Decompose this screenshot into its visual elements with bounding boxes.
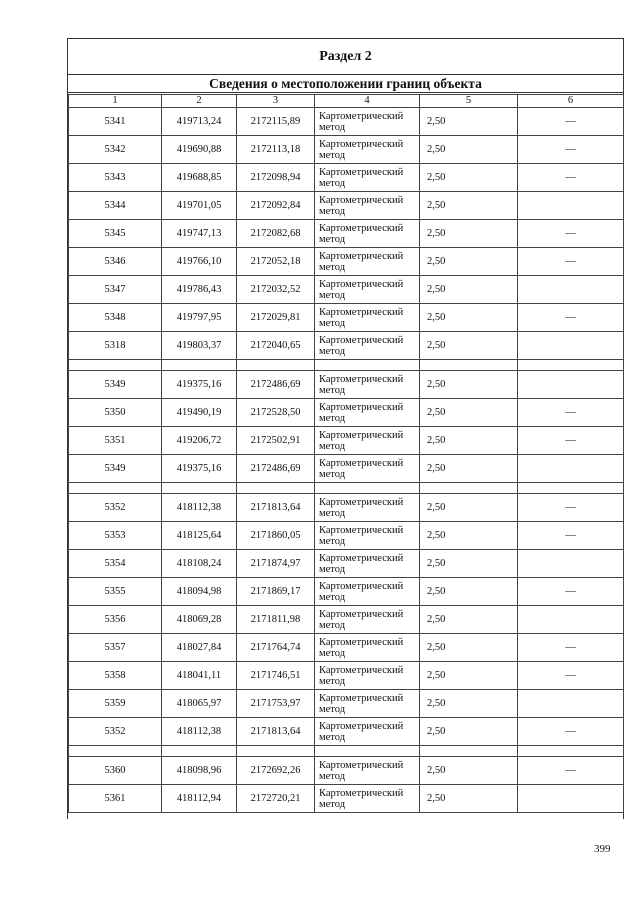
point-number-cell: 5346: [69, 248, 162, 276]
group-separator-row: [69, 746, 624, 757]
table-row: [69, 455, 624, 483]
y-coordinate-cell: 2172486,69: [237, 371, 315, 399]
point-number-cell: 5342: [69, 136, 162, 164]
note-cell: [518, 371, 624, 399]
column-header: 4: [315, 95, 420, 108]
method-cell: Картометрический метод: [315, 192, 420, 220]
empty-cell: [518, 360, 624, 371]
table-row: [69, 164, 624, 192]
point-number-cell: 5350: [69, 399, 162, 427]
method-cell: Картометрический метод: [315, 785, 420, 813]
method-cell: Картометрический метод: [315, 634, 420, 662]
point-number-cell: 5357: [69, 634, 162, 662]
accuracy-cell: 2,50: [420, 248, 518, 276]
table-row: [69, 108, 624, 136]
x-coordinate-cell: 419206,72: [162, 427, 237, 455]
y-coordinate-cell: 2171869,17: [237, 578, 315, 606]
table-row: [69, 606, 624, 634]
column-header: 6: [518, 95, 624, 108]
accuracy-cell: 2,50: [420, 662, 518, 690]
accuracy-cell: 2,50: [420, 757, 518, 785]
y-coordinate-cell: 2171811,98: [237, 606, 315, 634]
note-cell: [518, 785, 624, 813]
empty-cell: [315, 483, 420, 494]
method-cell: Картометрический метод: [315, 248, 420, 276]
table-row: [69, 634, 624, 662]
table-row: [69, 304, 624, 332]
column-header: 2: [162, 95, 237, 108]
x-coordinate-cell: 418027,84: [162, 634, 237, 662]
point-number-cell: 5351: [69, 427, 162, 455]
note-cell: —: [518, 718, 624, 746]
table-row: [69, 550, 624, 578]
note-cell: —: [518, 522, 624, 550]
point-number-cell: 5352: [69, 718, 162, 746]
point-number-cell: 5361: [69, 785, 162, 813]
accuracy-cell: 2,50: [420, 332, 518, 360]
y-coordinate-cell: 2172115,89: [237, 108, 315, 136]
empty-cell: [518, 483, 624, 494]
empty-cell: [518, 746, 624, 757]
note-cell: [518, 550, 624, 578]
accuracy-cell: 2,50: [420, 220, 518, 248]
method-cell: Картометрический метод: [315, 550, 420, 578]
method-cell: Картометрический метод: [315, 332, 420, 360]
table-row: [69, 192, 624, 220]
page-number: 399: [594, 843, 611, 855]
accuracy-cell: 2,50: [420, 276, 518, 304]
column-header: 3: [237, 95, 315, 108]
x-coordinate-cell: 419713,24: [162, 108, 237, 136]
empty-cell: [69, 360, 162, 371]
empty-cell: [315, 360, 420, 371]
note-cell: —: [518, 304, 624, 332]
accuracy-cell: 2,50: [420, 427, 518, 455]
y-coordinate-cell: 2171813,64: [237, 718, 315, 746]
document-sheet: [67, 38, 624, 819]
empty-cell: [69, 746, 162, 757]
accuracy-cell: 2,50: [420, 136, 518, 164]
y-coordinate-cell: 2172029,81: [237, 304, 315, 332]
point-number-cell: 5354: [69, 550, 162, 578]
note-cell: —: [518, 427, 624, 455]
table-row: [69, 757, 624, 785]
table-row: [69, 494, 624, 522]
accuracy-cell: 2,50: [420, 192, 518, 220]
accuracy-cell: 2,50: [420, 718, 518, 746]
point-number-cell: 5341: [69, 108, 162, 136]
y-coordinate-cell: 2171753,97: [237, 690, 315, 718]
table-row: [69, 785, 624, 813]
table-row: [69, 522, 624, 550]
method-cell: Картометрический метод: [315, 399, 420, 427]
method-cell: Картометрический метод: [315, 427, 420, 455]
y-coordinate-cell: 2171746,51: [237, 662, 315, 690]
table-row: [69, 399, 624, 427]
y-coordinate-cell: 2172032,52: [237, 276, 315, 304]
note-cell: —: [518, 164, 624, 192]
boundary-points-table: [68, 94, 624, 813]
table-body: [69, 95, 624, 813]
point-number-cell: 5355: [69, 578, 162, 606]
method-cell: Картометрический метод: [315, 108, 420, 136]
point-number-cell: 5359: [69, 690, 162, 718]
note-cell: [518, 276, 624, 304]
table-row: [69, 220, 624, 248]
empty-cell: [162, 360, 237, 371]
method-cell: Картометрический метод: [315, 455, 420, 483]
table-row: [69, 662, 624, 690]
point-number-cell: 5352: [69, 494, 162, 522]
accuracy-cell: 2,50: [420, 785, 518, 813]
accuracy-cell: 2,50: [420, 164, 518, 192]
note-cell: [518, 606, 624, 634]
x-coordinate-cell: 418112,38: [162, 718, 237, 746]
note-cell: [518, 455, 624, 483]
table-row: [69, 248, 624, 276]
table-row: [69, 136, 624, 164]
y-coordinate-cell: 2171874,97: [237, 550, 315, 578]
x-coordinate-cell: 418112,38: [162, 494, 237, 522]
accuracy-cell: 2,50: [420, 494, 518, 522]
y-coordinate-cell: 2172486,69: [237, 455, 315, 483]
accuracy-cell: 2,50: [420, 550, 518, 578]
y-coordinate-cell: 2172692,26: [237, 757, 315, 785]
empty-cell: [162, 483, 237, 494]
x-coordinate-cell: 419786,43: [162, 276, 237, 304]
point-number-cell: 5344: [69, 192, 162, 220]
y-coordinate-cell: 2172052,18: [237, 248, 315, 276]
accuracy-cell: 2,50: [420, 399, 518, 427]
table-row: [69, 718, 624, 746]
group-separator-row: [69, 483, 624, 494]
note-cell: [518, 332, 624, 360]
x-coordinate-cell: 419688,85: [162, 164, 237, 192]
point-number-cell: 5353: [69, 522, 162, 550]
x-coordinate-cell: 418098,96: [162, 757, 237, 785]
accuracy-cell: 2,50: [420, 522, 518, 550]
y-coordinate-cell: 2172528,50: [237, 399, 315, 427]
x-coordinate-cell: 419766,10: [162, 248, 237, 276]
table-row: [69, 371, 624, 399]
accuracy-cell: 2,50: [420, 634, 518, 662]
y-coordinate-cell: 2172720,21: [237, 785, 315, 813]
y-coordinate-cell: 2171764,74: [237, 634, 315, 662]
x-coordinate-cell: 419747,13: [162, 220, 237, 248]
x-coordinate-cell: 419690,88: [162, 136, 237, 164]
x-coordinate-cell: 419803,37: [162, 332, 237, 360]
point-number-cell: 5356: [69, 606, 162, 634]
note-cell: [518, 192, 624, 220]
note-cell: —: [518, 108, 624, 136]
empty-cell: [420, 360, 518, 371]
method-cell: Картометрический метод: [315, 276, 420, 304]
method-cell: Картометрический метод: [315, 718, 420, 746]
method-cell: Картометрический метод: [315, 371, 420, 399]
table-row: [69, 690, 624, 718]
note-cell: [518, 690, 624, 718]
y-coordinate-cell: 2172082,68: [237, 220, 315, 248]
y-coordinate-cell: 2172040,65: [237, 332, 315, 360]
note-cell: —: [518, 634, 624, 662]
method-cell: Картометрический метод: [315, 522, 420, 550]
x-coordinate-cell: 418108,24: [162, 550, 237, 578]
method-cell: Картометрический метод: [315, 136, 420, 164]
x-coordinate-cell: 419797,95: [162, 304, 237, 332]
note-cell: —: [518, 399, 624, 427]
method-cell: Картометрический метод: [315, 606, 420, 634]
y-coordinate-cell: 2171813,64: [237, 494, 315, 522]
column-header: 5: [420, 95, 518, 108]
empty-cell: [237, 483, 315, 494]
point-number-cell: 5347: [69, 276, 162, 304]
x-coordinate-cell: 418094,98: [162, 578, 237, 606]
x-coordinate-cell: 419490,19: [162, 399, 237, 427]
method-cell: Картометрический метод: [315, 164, 420, 192]
x-coordinate-cell: 418069,28: [162, 606, 237, 634]
table-row: [69, 276, 624, 304]
y-coordinate-cell: 2171860,05: [237, 522, 315, 550]
method-cell: Картометрический метод: [315, 304, 420, 332]
x-coordinate-cell: 418112,94: [162, 785, 237, 813]
x-coordinate-cell: 419375,16: [162, 371, 237, 399]
note-cell: —: [518, 578, 624, 606]
point-number-cell: 5343: [69, 164, 162, 192]
note-cell: —: [518, 248, 624, 276]
group-separator-row: [69, 360, 624, 371]
point-number-cell: 5345: [69, 220, 162, 248]
table-row: [69, 578, 624, 606]
note-cell: —: [518, 757, 624, 785]
x-coordinate-cell: 418125,64: [162, 522, 237, 550]
accuracy-cell: 2,50: [420, 690, 518, 718]
point-number-cell: 5318: [69, 332, 162, 360]
empty-cell: [420, 746, 518, 757]
note-cell: —: [518, 494, 624, 522]
y-coordinate-cell: 2172113,18: [237, 136, 315, 164]
header-row: [69, 95, 624, 108]
point-number-cell: 5349: [69, 455, 162, 483]
empty-cell: [420, 483, 518, 494]
method-cell: Картометрический метод: [315, 662, 420, 690]
note-cell: —: [518, 220, 624, 248]
point-number-cell: 5348: [69, 304, 162, 332]
column-header: 1: [69, 95, 162, 108]
point-number-cell: 5360: [69, 757, 162, 785]
table-row: [69, 332, 624, 360]
table-row: [69, 427, 624, 455]
accuracy-cell: 2,50: [420, 108, 518, 136]
x-coordinate-cell: 419375,16: [162, 455, 237, 483]
empty-cell: [237, 746, 315, 757]
method-cell: Картометрический метод: [315, 494, 420, 522]
empty-cell: [162, 746, 237, 757]
x-coordinate-cell: 418065,97: [162, 690, 237, 718]
section-subtitle: Сведения о местоположении границ объекта: [68, 74, 623, 93]
note-cell: —: [518, 136, 624, 164]
y-coordinate-cell: 2172098,94: [237, 164, 315, 192]
empty-cell: [237, 360, 315, 371]
method-cell: Картометрический метод: [315, 757, 420, 785]
section-title: Раздел 2: [68, 39, 623, 75]
y-coordinate-cell: 2172502,91: [237, 427, 315, 455]
note-cell: —: [518, 662, 624, 690]
accuracy-cell: 2,50: [420, 371, 518, 399]
x-coordinate-cell: 418041,11: [162, 662, 237, 690]
empty-cell: [315, 746, 420, 757]
y-coordinate-cell: 2172092,84: [237, 192, 315, 220]
empty-cell: [69, 483, 162, 494]
x-coordinate-cell: 419701,05: [162, 192, 237, 220]
accuracy-cell: 2,50: [420, 304, 518, 332]
point-number-cell: 5358: [69, 662, 162, 690]
accuracy-cell: 2,50: [420, 455, 518, 483]
accuracy-cell: 2,50: [420, 606, 518, 634]
method-cell: Картометрический метод: [315, 690, 420, 718]
method-cell: Картометрический метод: [315, 220, 420, 248]
method-cell: Картометрический метод: [315, 578, 420, 606]
point-number-cell: 5349: [69, 371, 162, 399]
accuracy-cell: 2,50: [420, 578, 518, 606]
